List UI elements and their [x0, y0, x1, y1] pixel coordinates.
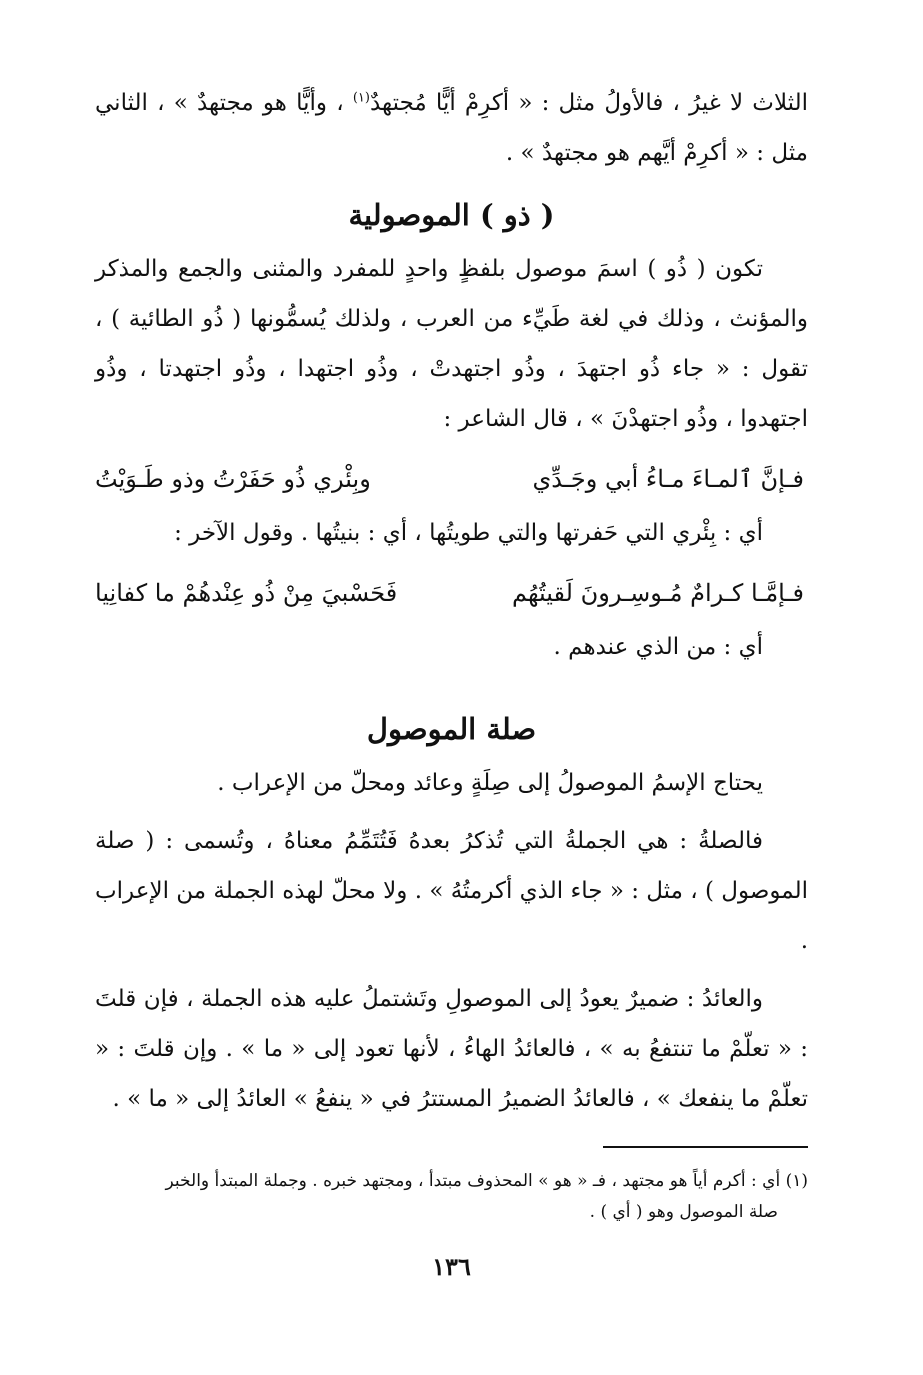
verse-1-explanation: أي : بِئْري التي حَفرتها والتي طويتُها ، أي : بنيتُها . وقول الآخر :	[174, 520, 763, 546]
section-heading-sila: صلة الموصول	[366, 712, 537, 746]
book-page	[95, 78, 808, 1375]
sila-definition-paragraph: فالصلةُ : هي الجملةُ التي تُذكرُ بعدهُ فَتُتَمِّمُ معناهُ ، وتُسمى : ( صلة الموصول ) ، مثل : « جاء الذي أكرمتُهُ » . ولا محلّ لهذه الجملة من الإعراب .	[95, 828, 808, 954]
poem-verse-2	[95, 564, 808, 622]
footnote-divider	[603, 1146, 808, 1148]
footnote-marker[interactable]: (١)	[352, 90, 370, 106]
intro-text-start: الثلاث لا غيرُ ، فالأولُ مثل : « أكرِمْ أيًّا مُجتهدٌ	[369, 90, 809, 116]
poem-verse-1	[95, 450, 808, 508]
verse-1-first-hemistich: فـإنَّ ٱلمـاءَ مـاءُ أبي وجَـدِّي	[532, 465, 804, 493]
section-heading-dhu: ( ذو ) الموصولية	[348, 198, 555, 232]
footnote-line-2: صلة الموصول وهو ( أي ) .	[589, 1202, 778, 1222]
footnote	[95, 1166, 808, 1228]
verse-2-explanation: أي : من الذي عندهم .	[553, 634, 763, 660]
dhu-paragraph: تكون ( ذُو ) اسمَ موصول بلفظٍ واحدٍ للمفرد والمثنى والجمع والمذكر والمؤنث ، وذلك في لغة طَيِّء من العرب ، ولذلك يُسمُّونها ( ذُو الطائية ) ، تقول : « جاء ذُو اجتهدَ ، وذُو اجتهدتْ ، وذُو اجتهدا ، وذُو اجتهدتا ، وذُو اجتهدوا ، وذُو اجتهدْنَ » ، قال الشاعر :	[95, 256, 808, 432]
footnote-line-1: (١) أي : أكرم أياً هو مجتهد ، فـ « هو » المحذوف مبتدأ ، ومجتهد خبره . وجملة المبتدأ والخبر	[165, 1171, 808, 1191]
verse-2-second-hemistich: فَحَسْبيَ مِنْ ذُو عِنْدهُمْ ما كفانِيا	[95, 579, 398, 607]
page-number: ١٣٦	[432, 1252, 471, 1281]
sila-intro-paragraph: يحتاج الإسمُ الموصولُ إلى صِلَةٍ وعائد ومحلّ من الإعراب .	[217, 770, 763, 796]
verse-1-second-hemistich: وبِئْري ذُو حَفَرْتُ وذو طَـوَيْتُ	[95, 465, 371, 493]
intro-paragraph	[95, 78, 808, 178]
intro-text-end: ، وأيًّا هو مجتهدٌ » ، الثاني مثل : « أكرِمْ أيَّهم هو مجتهدٌ » .	[95, 90, 808, 166]
aaid-paragraph: والعائدُ : ضميرٌ يعودُ إلى الموصولِ وتَشتملُ عليه هذه الجملة ، فإن قلتَ : « تعلّمْ ما تنتفعُ به » ، فالعائدُ الهاءُ ، لأنها تعود إلى « ما » . وإن قلتَ : « تعلّمْ ما ينفعك » ، فالعائدُ الضميرُ المستترُ في « ينفعُ » العائدُ إلى « ما » .	[95, 986, 808, 1112]
verse-2-first-hemistich: فـإمَّـا كـرامٌ مُـوسِـرونَ لَقيتُهُم	[512, 579, 804, 607]
